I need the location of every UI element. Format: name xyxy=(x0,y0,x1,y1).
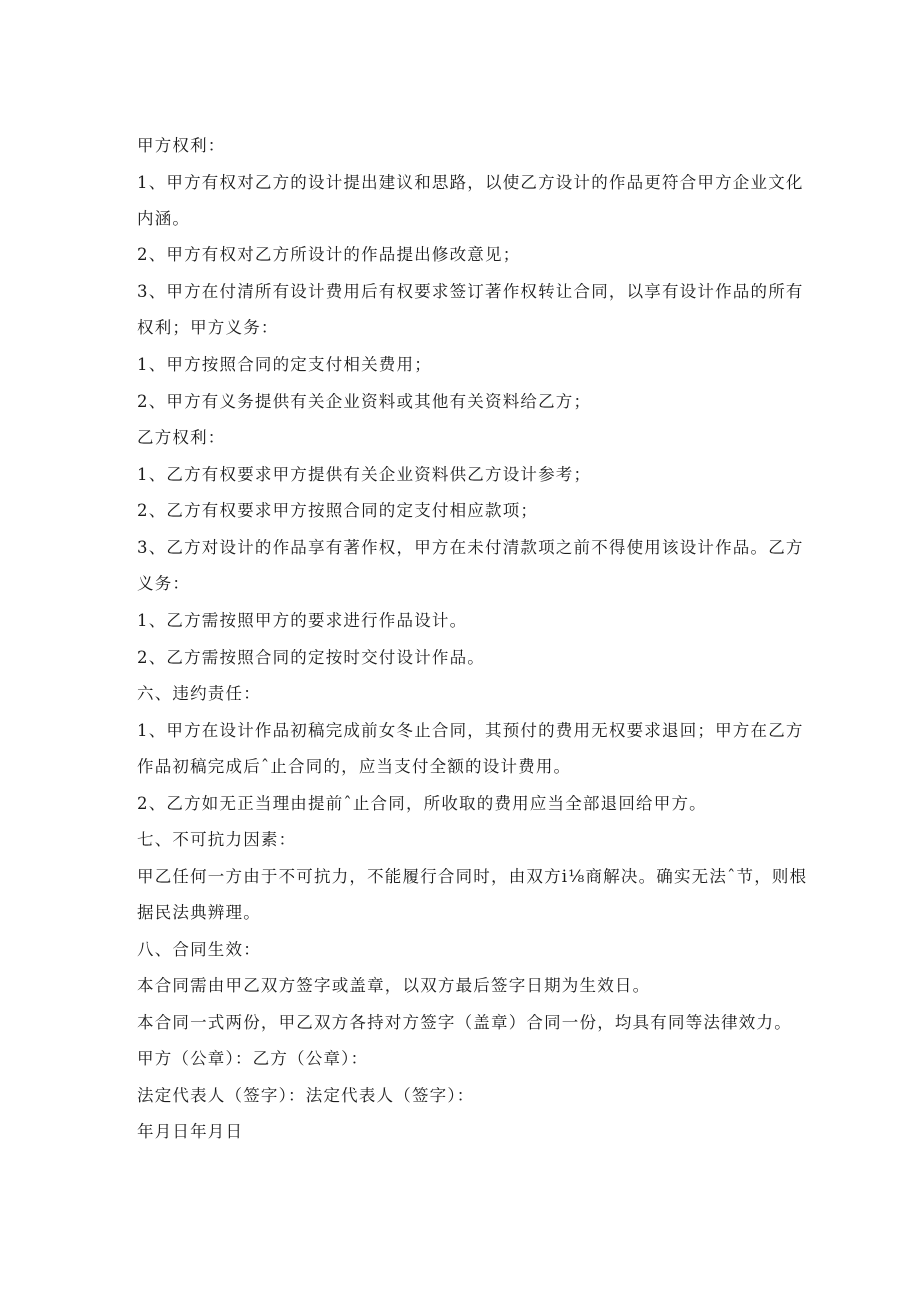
paragraph-line: 权利；甲方义务： xyxy=(137,318,279,337)
paragraph-line: 1、乙方有权要求甲方提供有关企业资料供乙方设计参考； xyxy=(137,465,592,484)
paragraph-line: 2、甲方有权对乙方所设计的作品提出修改意见； xyxy=(137,245,521,264)
paragraph-line: 作品初稿完成后ˆ止合同的，应当支付全额的设计费用。 xyxy=(137,757,572,776)
paragraph-line: 3、甲方在付清所有设计费用后有权要求签订著作权转让合同，以享有设计作品的所有 xyxy=(137,282,804,301)
paragraph-line: 2、甲方有义务提供有关企业资料或其他有关资料给乙方； xyxy=(137,392,592,411)
paragraph-line: 1、甲方按照合同的定支付相关费用； xyxy=(137,355,432,374)
paragraph-line: 据民法典辨理。 xyxy=(137,903,261,922)
paragraph-line: 本合同需由甲乙双方签字或盖章，以双方最后签字日期为生效日。 xyxy=(137,976,651,995)
paragraph-line: 1、乙方需按照甲方的要求进行作品设计。 xyxy=(137,611,468,630)
section-heading-force-majeure: 七、不可抗力因素： xyxy=(137,830,297,849)
paragraph-line: 义务： xyxy=(137,574,191,593)
paragraph-line: 2、乙方有权要求甲方按照合同的定支付相应款项； xyxy=(137,501,539,520)
paragraph-line: 甲乙任何一方由于不可抗力，不能履行合同时，由双方i⅛商解决。确实无法ˆ节，则根 xyxy=(137,867,808,886)
signature-representative-line: 法定代表人（签字）：法定代表人（签字）： xyxy=(137,1086,475,1105)
signature-seal-line: 甲方（公章）：乙方（公章）： xyxy=(137,1049,369,1068)
paragraph-line: 2、乙方如无正当理由提前ˆ止合同，所收取的费用应当全部退回给甲方。 xyxy=(137,794,707,813)
paragraph-line: 2、乙方需按照合同的定按时交付设计作品。 xyxy=(137,648,485,667)
paragraph-line: 1、甲方有权对乙方的设计提出建议和思路，以使乙方设计的作品更符合甲方企业文化 xyxy=(137,173,804,192)
paragraph-line: 3、乙方对设计的作品享有著作权，甲方在未付清款项之前不得使用该设计作品。乙方 xyxy=(137,538,804,557)
paragraph-line: 1、甲方在设计作品初稿完成前女冬止合同，其预付的费用无权要求退回；甲方在乙方 xyxy=(137,721,804,740)
paragraph-line: 本合同一式两份，甲乙双方各持对方签字（盖章）合同一份，均具有同等法律效力。 xyxy=(137,1013,792,1032)
section-heading-party-a-rights: 甲方权利： xyxy=(137,136,226,155)
signature-date-line: 年月日年月日 xyxy=(137,1122,244,1141)
section-heading-effectiveness: 八、合同生效： xyxy=(137,940,261,959)
section-heading-party-b-rights: 乙方权利： xyxy=(137,428,226,447)
paragraph-line: 内涵。 xyxy=(137,209,191,228)
section-heading-breach: 六、违约责任： xyxy=(137,684,261,703)
